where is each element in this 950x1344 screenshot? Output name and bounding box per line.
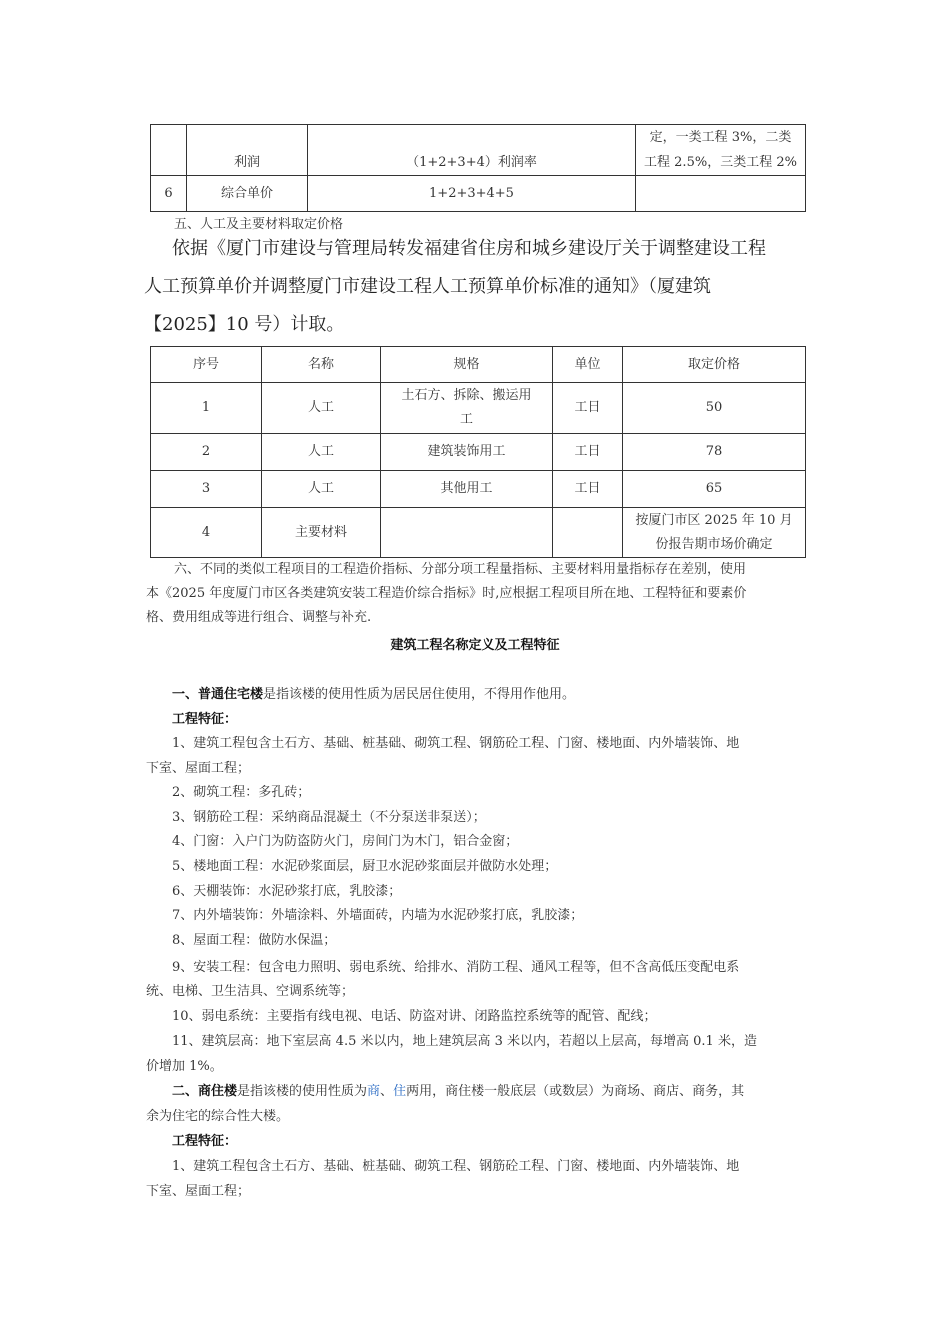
cell-name: 人工	[262, 434, 381, 471]
section6-line3: 格、费用组成等进行组合、调整与补充.	[146, 610, 372, 625]
cell-price: 按厦门市区 2025 年 10 月 份报告期市场价确定	[623, 508, 806, 558]
cell-unit: 工日	[553, 434, 623, 471]
header-num: 序号	[151, 347, 262, 383]
part1-features-label: 工程特征：	[172, 712, 238, 727]
list-item: 下室、屋面工程；	[146, 761, 251, 776]
cell-unit: 工日	[553, 471, 623, 508]
cell-num: 6	[151, 176, 187, 212]
header-name: 名称	[262, 347, 381, 383]
list-item: 9、安装工程：包含电力照明、弱电系统、给排水、消防工程、通风工程等，但不含高低压变配电系	[172, 960, 740, 975]
cell-spec: 建筑装饰用工	[381, 434, 553, 471]
link-shang[interactable]: 商	[367, 1084, 381, 1099]
list-item: 6、天棚装饰：水泥砂浆打底，乳胶漆；	[172, 884, 402, 899]
cell-num: 1	[151, 383, 262, 434]
table-row	[151, 471, 806, 508]
list-item: 下室、屋面工程；	[146, 1184, 251, 1199]
part2-features-label: 工程特征：	[172, 1134, 238, 1149]
list-item: 统、电梯、卫生洁具、空调系统等；	[146, 984, 355, 999]
cell-unit: 工日	[553, 383, 623, 434]
cell-remark: 定，一类工程 3%，二类 工程 2.5%，三类工程 2%	[636, 125, 806, 176]
cell-spec: 土石方、拆除、搬运用 工	[381, 383, 553, 434]
cell-price: 78	[623, 434, 806, 471]
cell-name: 利润	[187, 125, 308, 176]
cell-spec	[381, 508, 553, 558]
link-zhu[interactable]: 住	[393, 1084, 407, 1099]
cell-num: 3	[151, 471, 262, 508]
cell-formula: 1+2+3+4+5	[308, 176, 636, 212]
list-item: 价增加 1%。	[146, 1059, 223, 1074]
header-price: 取定价格	[623, 347, 806, 383]
section6-line2: 本《2025 年度厦门市区各类建筑安装工程造价综合指标》时,应根据工程项目所在地、工程特征和要素价	[146, 586, 747, 601]
list-item: 10、弱电系统：主要指有线电视、电话、防盗对讲、闭路监控系统等的配管、配线；	[172, 1009, 657, 1024]
list-item: 1、建筑工程包含土石方、基础、桩基础、砌筑工程、钢筋砼工程、门窗、楼地面、内外墙装饰、地	[172, 1159, 740, 1174]
part1-title: 一、普通住宅楼是指该楼的使用性质为居民居住使用，不得用作他用。	[172, 687, 576, 702]
part2-title: 二、商住楼是指该楼的使用性质为商、住两用，商住楼一般底层（或数层）为商场、商店、商务，其	[172, 1084, 745, 1099]
cell-spec: 其他用工	[381, 471, 553, 508]
cell-num	[151, 125, 187, 176]
table-row	[151, 125, 806, 176]
cost-table-continued	[150, 124, 806, 212]
cell-num: 4	[151, 508, 262, 558]
table-row	[151, 508, 806, 558]
header-unit: 单位	[553, 347, 623, 383]
cell-remark	[636, 176, 806, 212]
cell-name: 人工	[262, 471, 381, 508]
cell-name: 主要材料	[262, 508, 381, 558]
cell-name: 综合单价	[187, 176, 308, 212]
table-row	[151, 176, 806, 212]
section5-title: 五、人工及主要材料取定价格	[174, 217, 344, 232]
table-row	[151, 434, 806, 471]
header-spec: 规格	[381, 347, 553, 383]
section5-body-line3: 【2025】10 号）计取。	[144, 314, 345, 335]
list-item: 4、门窗：入户门为防盗防火门，房间门为木门，铝合金窗；	[172, 834, 519, 849]
cell-num: 2	[151, 434, 262, 471]
table-header-row	[151, 347, 806, 383]
list-item: 7、内外墙装饰：外墙涂料、外墙面砖，内墙为水泥砂浆打底，乳胶漆；	[172, 908, 584, 923]
cell-price: 50	[623, 383, 806, 434]
cell-formula: （1+2+3+4）利润率	[308, 125, 636, 176]
cell-unit	[553, 508, 623, 558]
price-table	[150, 346, 806, 558]
table-row	[151, 383, 806, 434]
cell-name: 人工	[262, 383, 381, 434]
page-title: 建筑工程名称定义及工程特征	[390, 638, 560, 653]
section6-line1: 六、不同的类似工程项目的工程造价指标、分部分项工程量指标、主要材料用量指标存在差别，使用	[174, 562, 747, 577]
list-item: 5、楼地面工程：水泥砂浆面层，厨卫水泥砂浆面层并做防水处理；	[172, 859, 558, 874]
list-item: 3、钢筋砼工程：采纳商品混凝土（不分泵送非泵送）；	[172, 810, 486, 825]
list-item: 2、砌筑工程：多孔砖；	[172, 785, 311, 800]
list-item: 8、屋面工程：做防水保温；	[172, 933, 337, 948]
section5-body-line2: 人工预算单价并调整厦门市建设工程人工预算单价标准的通知》（厦建筑	[144, 276, 711, 297]
cell-price: 65	[623, 471, 806, 508]
list-item: 11、建筑层高：地下室层高 4.5 米以内，地上建筑层高 3 米以内，若超以上层高，每增高 0.1 米，造	[172, 1034, 757, 1049]
part2-title-line2: 余为住宅的综合性大楼。	[146, 1109, 290, 1124]
list-item: 1、建筑工程包含土石方、基础、桩基础、砌筑工程、钢筋砼工程、门窗、楼地面、内外墙装饰、地	[172, 736, 740, 751]
section5-body-line1: 依据《厦门市建设与管理局转发福建省住房和城乡建设厅关于调整建设工程	[172, 238, 766, 259]
